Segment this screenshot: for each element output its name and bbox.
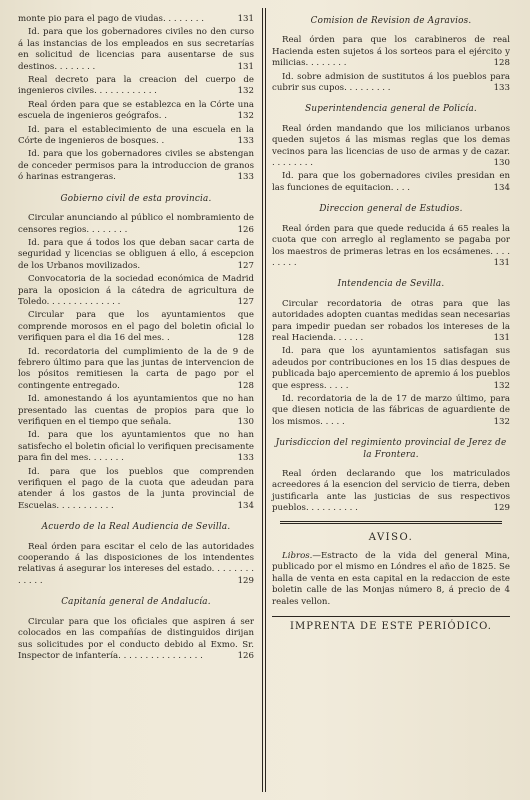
index-entry <box>272 469 510 515</box>
column-divider <box>262 8 263 792</box>
page-number: 128 <box>493 58 510 69</box>
aviso-lead: Libros. <box>282 551 313 562</box>
left-column <box>18 14 254 790</box>
entry-text: Id. para que los gobernadores civiles se abstengan de conceder permisos para la introduccion de granos ó harinas estrangeras. <box>18 149 254 183</box>
index-section-policia <box>272 124 510 194</box>
index-entry <box>18 238 254 272</box>
index-entry <box>18 617 254 663</box>
right-column <box>272 14 510 790</box>
page-number: 130 <box>493 158 510 169</box>
page-number: 133 <box>237 136 254 147</box>
section-heading-audiencia: Acuerdo de la Real Audiencia de Sevilla. <box>41 522 231 533</box>
entry-text: Real órden para que los carabineros de real Hacienda esten sujetos á los sorteos para el ejército y milicias. . . . . . . . <box>272 35 510 69</box>
page-number: 129 <box>237 575 254 586</box>
index-section-gobierno <box>18 213 254 512</box>
entry-text: Real órden declarando que los matriculados acreedores á la esencion del servicio de tierra, deben justificarla ante las justicias de sus respectivos pueblos. . . . . . . . . . <box>272 469 510 514</box>
page-number: 130 <box>237 417 254 427</box>
index-section-audiencia <box>18 542 254 588</box>
entry-text: Id. para que los gobernadores civiles presidan en las funciones de equitacion. . . . <box>272 171 510 193</box>
index-entry <box>18 347 254 393</box>
index-entry <box>18 27 254 73</box>
index-entry <box>272 171 510 194</box>
index-entry <box>18 430 254 464</box>
index-entry <box>18 125 254 148</box>
index-entry <box>18 542 254 588</box>
index-entry <box>18 14 254 25</box>
aviso-title: AVISO. <box>368 531 414 543</box>
index-entry <box>18 310 254 344</box>
page-number: 132 <box>493 380 510 391</box>
section-heading-estudios: Direccion general de Estudios. <box>319 204 463 215</box>
entry-text: Real órden para que se establezca en la Córte una escuela de ingenieros geógrafos. . <box>18 99 254 122</box>
index-section-jerez <box>272 469 510 515</box>
section-heading-intendencia: Intendencia de Sevilla. <box>337 279 445 290</box>
entry-text: Id. para que los ayuntamientos satisfagan sus adeudos por contribuciones en los 15 dias despues de publicada bajo apercemiento de apremio á los pueblos que espress. . . . . <box>272 346 510 391</box>
page-number: 134 <box>493 182 510 193</box>
imprenta-footer: IMPRENTA DE ESTE PERIÓDICO. <box>272 616 510 632</box>
page-number: 131 <box>493 332 510 343</box>
entry-text: Circular para que los ayuntamientos que comprende morosos en el pago del boletin oficial lo verifiquen para el dia 16 del mes. . <box>18 310 254 344</box>
page-number: 127 <box>237 260 254 271</box>
section-heading-capitania: Capitanía general de Andalucía. <box>61 597 211 608</box>
page-number: 133 <box>493 83 510 94</box>
page-number: 129 <box>493 503 510 514</box>
page-number: 133 <box>237 172 254 183</box>
index-entry <box>18 100 254 123</box>
section-heading-jerez: Jurisdiccion del regimiento provincial de Jerez de la Frontera. <box>275 438 507 460</box>
page-number: 131 <box>237 14 254 24</box>
entry-text: Real órden para escitar el celo de las autoridades cooperando á las disposiciones de los intendentes relativas á asegurar los intereses del estado. . . . . . . . . . . . . <box>18 541 254 586</box>
entry-text: Id. para que los pueblos que comprenden verifiquen el pago de la cuota que adeudan para atender á los gastos de la junta provincial de Escuelas. . . . . . . . . . . <box>18 466 254 511</box>
entry-text: Circular para que los oficiales que aspiren á ser colocados en las compañías de distinguidos dirijan sus solicitudes por el conducto debido al Exmo. Sr. Inspector de infantería. . . . . . . . . . . . . . . . <box>18 616 254 661</box>
index-entry <box>18 75 254 98</box>
index-entry <box>18 149 254 183</box>
index-entry <box>18 467 254 513</box>
index-section-capitania <box>18 617 254 663</box>
page-number: 126 <box>237 224 254 235</box>
index-entry <box>272 72 510 95</box>
entry-text: Real decreto para la creacion del cuerpo de ingenieros civiles. . . . . . . . . . . . <box>18 75 254 97</box>
aviso-text: —Estracto de la vida del general Mina, publicado por el mismo en Lóndres el año de 1825. Se halla de venta en esta capital en la redaccion de este boletin calle de las Monjas número 8, á precio de 4 reales vellon. <box>272 551 510 607</box>
section-heading-policia: Superintendencia general de Policía. <box>305 104 477 115</box>
aviso-divider <box>280 521 502 524</box>
entry-text: Id. amonestando á los ayuntamientos que no han presentado las cuentas de propios para que lo verifiquen en el tiempo que señala. <box>18 394 254 427</box>
page-number: 132 <box>237 111 254 122</box>
entry-text: Id. para el establecimiento de una escuela en la Córte de ingenieros de bosques. . <box>18 124 254 147</box>
entry-text: Id. para que á todos los que deban sacar carta de seguridad y licencias se obliguen á ello, á escepcion de los Urbanos movilizados. <box>18 237 254 271</box>
index-entry <box>18 274 254 308</box>
page-number: 126 <box>237 650 254 661</box>
index-section-agravios <box>272 35 510 94</box>
entry-text: Id. recordatoria del cumplimiento de la de 9 de febrero último para que las juntas de intervencion de los pósitos remitiesen la carta de pago por el contingente entregado. <box>18 346 254 391</box>
entry-text: Circular recordatoria de otras para que las autoridades adopten cuantas medidas sean necesarias para impedir puedan ser robados los intereses de la real Hacienda. . . . . . <box>272 298 510 343</box>
entry-text: monte pio para el pago de viudas. . . . . . . . <box>18 14 204 24</box>
entry-text: Real órden para que quede reducida á 65 reales la cuota que con arreglo al reglamento se pagaba por los maestros de primeras letras en los ecsámenes. . . . . . . . . <box>272 223 510 268</box>
index-entry <box>272 124 510 170</box>
page-number: 134 <box>237 500 254 511</box>
page-number: 127 <box>237 296 254 307</box>
entry-text: Convocatoria de la sociedad económica de Madrid para la oposicion á la cátedra de agricultura de Toledo. . . . . . . . . . . . . . <box>18 274 254 307</box>
entry-text: Id. para que los gobernadores civiles no den curso á las instancias de los empleados en sus secretarías en solicitud de licencias para ausentarse de sus destinos. . . . . . . . <box>18 27 254 72</box>
index-section-estudios <box>272 224 510 270</box>
index-entry <box>272 35 510 69</box>
index-entry <box>272 346 510 392</box>
section-heading-agravios: Comision de Revision de Agravios. <box>310 16 472 26</box>
entry-text: Real órden mandando que los milicianos urbanos queden sujetos á las mismas reglas que los demas vecinos para las licencias de uso de armas y de cazar. . . . . . . . . <box>272 123 510 169</box>
page-number: 131 <box>493 257 510 268</box>
index-section-continued <box>18 14 254 184</box>
index-entry <box>18 213 254 236</box>
entry-text: Id. sobre admision de sustitutos á los pueblos para cubrir sus cupos. . . . . . . . . <box>272 71 510 94</box>
page-number: 128 <box>237 333 254 344</box>
entry-text: Id. recordatoria de la de 17 de marzo último, para que diesen noticia de las fábricas de aguardiente de los mismos. . . . . <box>272 393 510 427</box>
page-number: 133 <box>237 453 254 464</box>
page-number: 128 <box>237 380 254 391</box>
aviso-body <box>272 551 510 608</box>
column-divider-inner <box>265 8 266 792</box>
section-heading-gobierno: Gobierno civil de esta provincia. <box>60 193 212 204</box>
entry-text: Circular anunciando al público el nombramiento de censores regios. . . . . . . . <box>18 213 254 235</box>
entry-text: Id. para que los ayuntamientos que no han satisfecho el boletin oficial lo verifiquen precisamente para fin del mes. . . . . . . <box>18 430 254 464</box>
page-number: 132 <box>493 416 510 427</box>
page-number: 132 <box>237 86 254 97</box>
page-number: 131 <box>237 61 254 72</box>
index-entry <box>272 299 510 345</box>
index-section-intendencia <box>272 299 510 428</box>
index-entry <box>272 394 510 428</box>
index-entry <box>18 394 254 428</box>
index-entry <box>272 224 510 270</box>
